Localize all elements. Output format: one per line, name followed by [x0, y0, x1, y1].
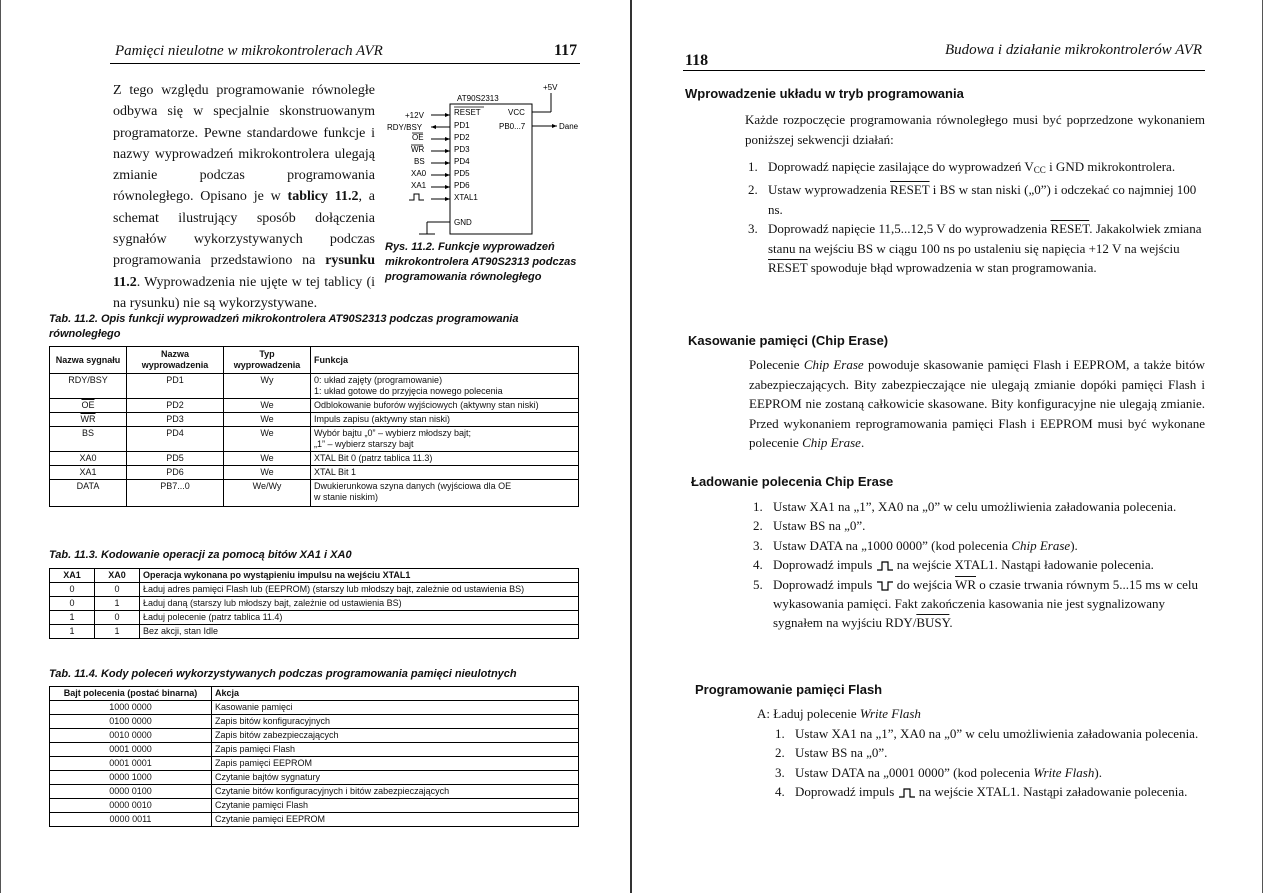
step-text: spowoduje błąd wprowadzenia w stan programowania. — [807, 260, 1097, 276]
cell-function: Odblokowanie buforów wyjściowych (aktywny stan niski) — [311, 399, 579, 413]
cell-function — [311, 374, 579, 399]
step-number: 5. — [753, 576, 763, 592]
col-xa1: XA1 — [50, 569, 95, 583]
cell-signal: $\overline{WR}$ — [50, 413, 127, 427]
step-number: 4. — [775, 784, 785, 800]
table-row — [50, 452, 579, 466]
chip-name: AT90S2313 — [457, 94, 499, 103]
cell-xa1: 0 — [50, 583, 95, 597]
section1-intro: Każde rozpoczęcie programowania równoległego musi być poprzedzone wykonaniem poniższej sekwencji działań: — [745, 112, 1205, 147]
pin-pd6: PD6 — [454, 181, 470, 190]
cell-code: 0000 0010 — [50, 799, 212, 813]
table-row — [50, 399, 579, 413]
cell-xa0: 1 — [95, 625, 140, 639]
intro-text-3: . Wyprowadzenia nie ujęte w tej tablicy (i na rysunku) nie są wykorzystywane. — [113, 274, 375, 311]
cell-action: Czytanie pamięci Flash — [212, 799, 579, 813]
data-pin: PB0...7 — [499, 122, 526, 131]
table-row — [50, 611, 579, 625]
function-line: 1: układ gotowe do przyjęcia nowego polecenia — [314, 386, 503, 396]
signal-oe: OE — [412, 133, 424, 142]
cell-xa1: 1 — [50, 611, 95, 625]
pin-pd2: PD2 — [454, 133, 470, 142]
signal-bs: BS — [414, 157, 425, 166]
write-flash-term: Write Flash — [1033, 764, 1095, 780]
chip-erase-term: Chip Erase — [802, 435, 861, 451]
cell-code: 0001 0000 — [50, 743, 212, 757]
right-header-rule — [683, 70, 1205, 71]
cell-type: Wy — [224, 374, 311, 399]
table-11-4 — [49, 686, 579, 827]
table-11-4-caption: Tab. 11.4. Kody poleceń wykorzystywanych podczas programowania pamięci nieulotnych — [49, 668, 517, 680]
step-text: . — [949, 615, 953, 631]
table-row — [50, 771, 579, 785]
signal-xa1: XA1 — [411, 181, 427, 190]
pin-gnd: GND — [454, 218, 472, 227]
list-item — [753, 497, 1205, 516]
cell-xa0: 1 — [95, 597, 140, 611]
cell-action: Czytanie pamięci EEPROM — [212, 813, 579, 827]
pin-pd4: PD4 — [454, 157, 470, 166]
cell-pin: PD2 — [127, 399, 224, 413]
right-running-header: Budowa i działanie mikrokontrolerów AVR — [945, 42, 1203, 58]
cell-pin: PD6 — [127, 466, 224, 480]
cell-code: 1000 0000 — [50, 701, 212, 715]
cell-xa1: 0 — [50, 597, 95, 611]
cell-pin: PB7...0 — [127, 480, 224, 507]
right-page — [633, 0, 1263, 893]
step-text: Ustaw wyprowadzenia — [768, 182, 891, 198]
table-row — [50, 729, 579, 743]
step-text: Doprowadź napięcie zasilające do wyprowadzeń V — [768, 159, 1034, 174]
cell-type: We — [224, 399, 311, 413]
section4-subheading — [757, 704, 1197, 724]
col-xa0: XA0 — [95, 569, 140, 583]
step-number: 3. — [753, 537, 763, 553]
table-header-row — [50, 687, 579, 701]
cell-pin: PD3 — [127, 413, 224, 427]
vcc-pin: VCC — [508, 108, 525, 117]
list-item — [775, 724, 1205, 743]
cell-action: Kasowanie pamięci — [212, 701, 579, 715]
list-item — [753, 516, 1205, 535]
cell-type: We — [224, 427, 311, 452]
list-item — [775, 763, 1205, 782]
list-item — [775, 782, 1205, 801]
cell-signal: BS — [50, 427, 127, 452]
table-row — [50, 480, 579, 507]
cell-pin: PD1 — [127, 374, 224, 399]
cell-type: We/Wy — [224, 480, 311, 507]
step-text: Doprowadź impuls — [773, 576, 876, 592]
step-text: Ustaw BS na „0”. — [795, 745, 888, 761]
step-number: 2. — [748, 182, 758, 198]
signal-xa0: XA0 — [411, 169, 427, 178]
list-item — [748, 180, 1205, 219]
cell-code: 0100 0000 — [50, 715, 212, 729]
heading-flash-programming: Programowanie pamięci Flash — [695, 682, 883, 697]
cell-action: Zapis pamięci EEPROM — [212, 757, 579, 771]
ref-figure-11-2: rysunku 11.2 — [113, 253, 375, 290]
left-header-rule — [110, 63, 580, 64]
data-label: Dane — [559, 122, 579, 131]
col-command-byte: Bajt polecenia (postać binarna) — [50, 687, 212, 701]
signal-rdy-bsy: RDY/BSY — [387, 123, 423, 132]
step-text: . Jakakolwiek zmiana stanu na wejściu BS w ciągu 100 ns po ustaleniu się napięcia +12 V na wejściu — [768, 221, 1202, 256]
step-text: Doprowadź napięcie 11,5...12,5 V do wyprowadzenia — [768, 221, 1051, 237]
table-row — [50, 799, 579, 813]
table-11-3 — [49, 568, 579, 639]
table-row — [50, 427, 579, 452]
para-text: Polecenie — [749, 357, 804, 372]
table-row — [50, 785, 579, 799]
intro-text-2: , a schemat ilustrujący sposób dołączenia sygnałów wykorzystywanych podczas programowania przedstawiono na — [113, 189, 376, 269]
right-page-number: 118 — [685, 52, 709, 69]
cell-signal: XA1 — [50, 466, 127, 480]
table-row — [50, 743, 579, 757]
book-spine — [630, 0, 632, 893]
function-line: 0: układ zajęty (programowanie) — [314, 375, 443, 385]
write-flash-term: Write Flash — [859, 706, 921, 721]
cell-function: XTAL Bit 1 — [311, 466, 579, 480]
step-text: Ustaw DATA na „1000 0000” (kod polecenia — [773, 537, 1012, 553]
cell-type: We — [224, 413, 311, 427]
pin-xtal1: XTAL1 — [454, 193, 478, 202]
list-item — [753, 536, 1205, 555]
reset-signal: RESET — [890, 182, 930, 198]
intro-paragraph — [113, 80, 375, 314]
cell-action: Czytanie bajtów sygnatury — [212, 771, 579, 785]
step-number: 3. — [775, 764, 785, 780]
sub-a-text: A: Ładuj polecenie — [757, 706, 860, 721]
step-number: 1. — [748, 159, 758, 174]
table-row — [50, 413, 579, 427]
list-item — [775, 743, 1205, 762]
negative-pulse-icon — [876, 580, 894, 591]
chip-erase-term: Chip Erase — [1011, 537, 1071, 553]
cell-code: 0000 1000 — [50, 771, 212, 785]
cell-function — [311, 427, 579, 452]
signal-12v: +12V — [405, 111, 424, 120]
signal-wr: WR — [411, 145, 425, 154]
table-row — [50, 625, 579, 639]
step-number: 2. — [753, 518, 763, 534]
step-text: ). — [1094, 764, 1102, 780]
supply-label: +5V — [543, 83, 558, 92]
step-number: 3. — [748, 221, 758, 237]
left-running-header: Pamięci nieulotne w mikrokontrolerach AVR — [115, 43, 383, 59]
heading-load-chip-erase: Ładowanie polecenia Chip Erase — [691, 474, 894, 489]
wr-signal: $\overline{WR}$ — [955, 576, 976, 592]
section4-steps — [775, 724, 1205, 802]
list-item — [753, 575, 1205, 633]
signal-rdy-bsy-text: RDY/BSY — [68, 375, 108, 385]
heading-programming-mode: Wprowadzenie układu w tryb programowania — [685, 86, 964, 101]
pin-pd1: PD1 — [454, 121, 470, 130]
section1-steps — [748, 157, 1205, 277]
cell-operation: Ładuj polecenie (patrz tablica 11.4) — [140, 611, 579, 625]
function-line: „1” – wybierz starszy bajt — [314, 439, 414, 449]
function-line: Wybór bajtu „0” – wybierz młodszy bajt; — [314, 428, 471, 438]
chip-erase-term: Chip Erase — [803, 357, 864, 372]
table-row — [50, 466, 579, 480]
table-11-2-caption: Tab. 11.2. Opis funkcji wyprowadzeń mikrokontrolera AT90S2313 podczas programowania równoległego — [49, 313, 519, 340]
col-type: Typ wyprowadzenia — [224, 347, 311, 374]
cell-xa1: 1 — [50, 625, 95, 639]
cell-function: XTAL Bit 0 (patrz tablica 11.3) — [311, 452, 579, 466]
step-text: do wejścia — [893, 576, 956, 592]
positive-pulse-icon — [876, 560, 894, 571]
table-row — [50, 597, 579, 611]
step-text: Ustaw XA1 na „1”, XA0 na „0” w celu umożliwienia załadowania polecenia. — [773, 499, 1177, 514]
left-page — [0, 0, 630, 893]
cell-action: Zapis pamięci Flash — [212, 743, 579, 757]
list-item — [748, 157, 1205, 180]
step-text: Doprowadź impuls — [795, 784, 898, 800]
step-number: 1. — [775, 726, 785, 741]
cell-operation: Ładuj adres pamięci Flash lub (EEPROM) (starszy lub młodszy bajt, zależnie od ustawienia BS) — [140, 583, 579, 597]
section3-steps — [753, 497, 1205, 633]
col-function: Funkcja — [311, 347, 579, 374]
table-header-row — [50, 347, 579, 374]
cell-function: Impuls zapisu (aktywny stan niski) — [311, 413, 579, 427]
left-page-number: 117 — [554, 42, 578, 59]
cell-signal — [50, 374, 127, 399]
cell-signal: $\overline{OE}$ — [50, 399, 127, 413]
cell-code: 0010 0000 — [50, 729, 212, 743]
cell-pin: PD4 — [127, 427, 224, 452]
cell-code: 0001 0001 — [50, 757, 212, 771]
pinout-diagram — [385, 82, 585, 242]
step-number: 2. — [775, 745, 785, 761]
positive-pulse-icon — [898, 787, 916, 798]
cell-xa0: 0 — [95, 611, 140, 625]
table-row — [50, 715, 579, 729]
para-text: powoduje skasowanie pamięci Flash i EEPROM, a także bitów zabezpieczających. Bity zabezpieczające nie ulegają zmianie dopóki pamięci Flash i EEPROM nie zostaną całkowicie skasowane. Bity konfiguracyjne nie ulegają zmianie. Przed wykonaniem reprogramowania pamięci Flash i EEPROM musi być wykonane polecenie — [749, 357, 1205, 451]
vcc-subscript: CC — [1033, 165, 1046, 175]
table-header-row — [50, 569, 579, 583]
figure-caption: Rys. 11.2. Funkcje wyprowadzeń mikrokontrolera AT90S2313 podczas programowania równoległego — [385, 241, 577, 283]
cell-operation: Bez akcji, stan Idle — [140, 625, 579, 639]
col-operation: Operacja wykonana po wystąpieniu impulsu na wejściu XTAL1 — [140, 569, 579, 583]
step-text: Ustaw BS na „0”. — [773, 518, 866, 534]
heading-chip-erase: Kasowanie pamięci (Chip Erase) — [688, 333, 889, 348]
step-number: 4. — [753, 557, 763, 573]
pin-pd5: PD5 — [454, 169, 470, 178]
col-pin: Nazwa wyprowadzenia — [127, 347, 224, 374]
table-row — [50, 583, 579, 597]
cell-action: Czytanie bitów konfiguracyjnych i bitów zabezpieczających — [212, 785, 579, 799]
function-line: w stanie niskim) — [314, 492, 379, 502]
section2-paragraph — [749, 355, 1205, 453]
col-signal: Nazwa sygnału — [50, 347, 127, 374]
list-item — [753, 555, 1205, 574]
cell-code: 0000 0100 — [50, 785, 212, 799]
reset-signal: RESET — [768, 260, 808, 276]
step-text: i BS w stan niski („0”) i odczekać co najmniej 100 ns. — [768, 182, 1197, 217]
table-row — [50, 374, 579, 399]
step-text: Ustaw DATA na „0001 0000” (kod polecenia — [795, 764, 1034, 780]
para-text: . — [860, 435, 865, 451]
cell-type: We — [224, 466, 311, 480]
table-row — [50, 813, 579, 827]
pin-pd3: PD3 — [454, 145, 470, 154]
cell-pin: PD5 — [127, 452, 224, 466]
step-text: Ustaw XA1 na „1”, XA0 na „0” w celu umożliwienia załadowania polecenia. — [795, 726, 1199, 741]
pin-reset: RESET — [454, 108, 481, 117]
step-text: na wejście XTAL1. Nastąpi ładowanie polecenia. — [893, 557, 1154, 573]
step-text: ). — [1070, 537, 1078, 553]
intro-text-1: Z tego względu programowanie równoległe odbywa się w specjalnie skonstruowanym programatorze. Pewne standardowe funkcje i nazwy wyprowadzeń mikrokontrolera ulegają zmianie podczas programowania równoległego. Opisano je w — [113, 83, 375, 205]
cell-action: Zapis bitów zabezpieczających — [212, 729, 579, 743]
cell-function — [311, 480, 579, 507]
function-line: Dwukierunkowa szyna danych (wyjściowa dla OE — [314, 481, 512, 491]
cell-xa0: 0 — [95, 583, 140, 597]
cell-signal: DATA — [50, 480, 127, 507]
step-text: Doprowadź impuls — [773, 557, 876, 573]
clock-pulse-icon — [409, 194, 424, 200]
step-text: i GND mikrokontrolera. — [1045, 159, 1176, 174]
list-item — [748, 219, 1205, 277]
cell-operation: Ładuj daną (starszy lub młodszy bajt, zależnie od ustawienia BS) — [140, 597, 579, 611]
busy-signal: BUSY — [916, 615, 950, 631]
col-action: Akcja — [212, 687, 579, 701]
table-11-3-caption: Tab. 11.3. Kodowanie operacji za pomocą bitów XA1 i XA0 — [49, 549, 352, 561]
cell-type: We — [224, 452, 311, 466]
step-number: 1. — [753, 499, 763, 514]
cell-signal: XA0 — [50, 452, 127, 466]
cell-code: 0000 0011 — [50, 813, 212, 827]
table-row — [50, 757, 579, 771]
table-11-2 — [49, 346, 579, 507]
table-row — [50, 701, 579, 715]
ref-table-11-2: tablicy 11.2 — [287, 189, 359, 205]
step-text: na wejście XTAL1. Nastąpi załadowanie polecenia. — [915, 784, 1188, 800]
step-text: o czasie trwania równym 5...15 ms w celu wykasowania pamięci. Fakt zakończenia kasowania nie jest sygnalizowany sygnałem na wyjściu RDY/ — [773, 576, 1199, 631]
cell-action: Zapis bitów konfiguracyjnych — [212, 715, 579, 729]
reset-signal: RESET — [1050, 221, 1090, 237]
